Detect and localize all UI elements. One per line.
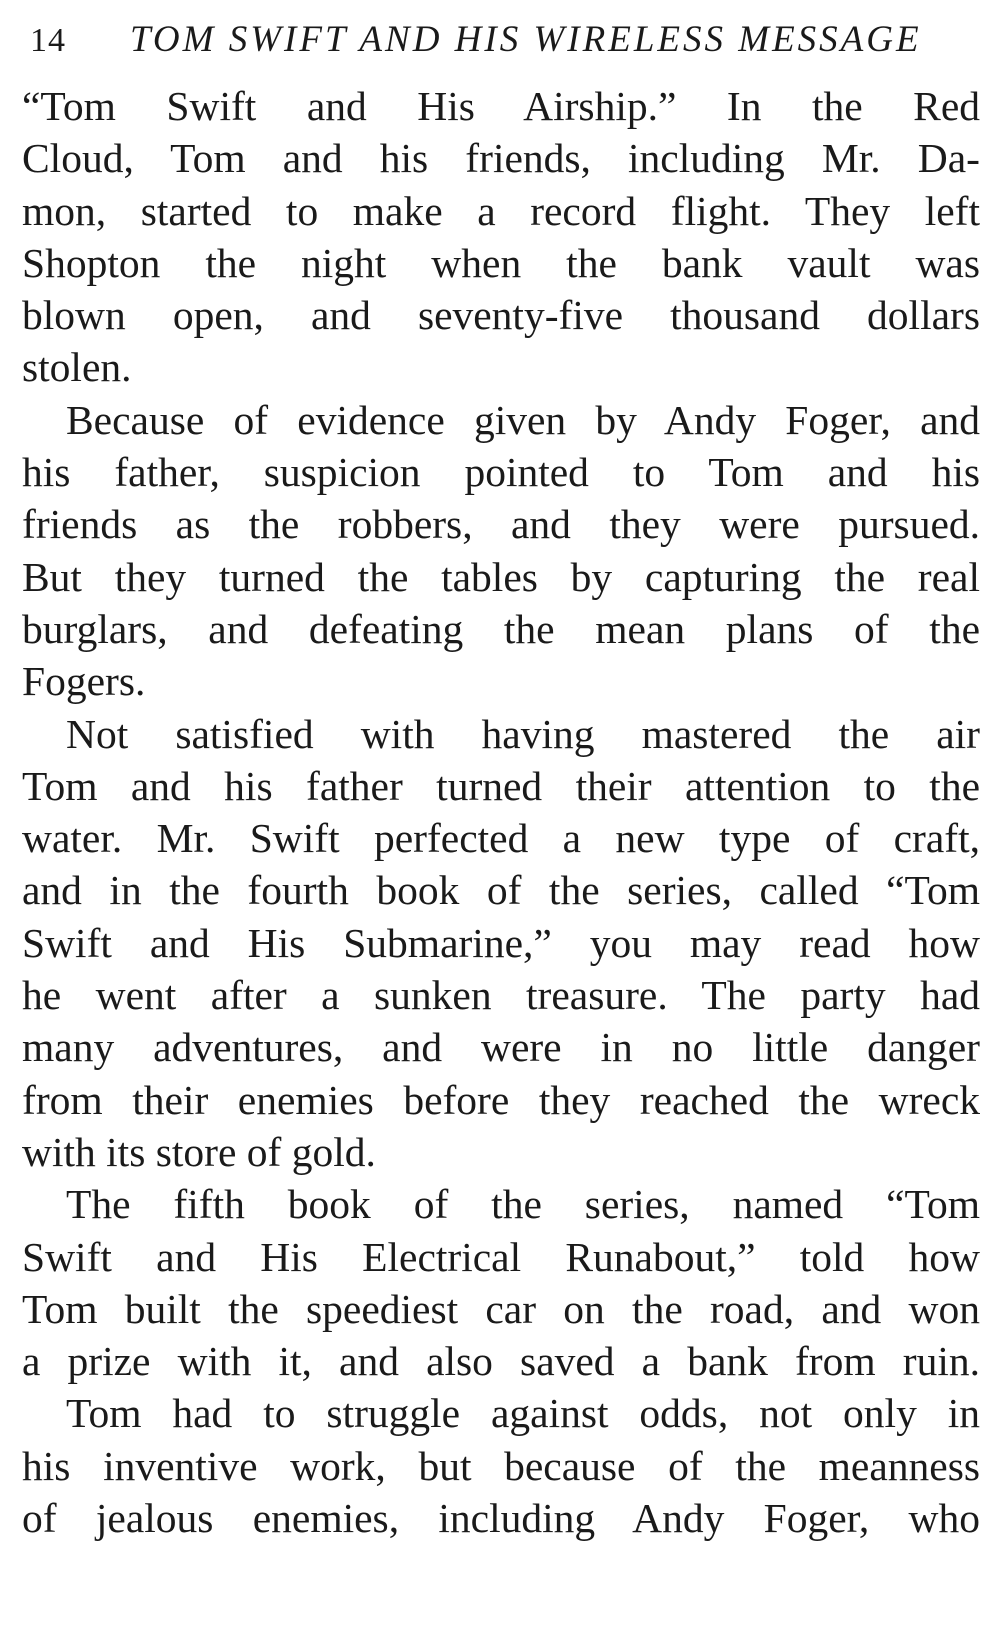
text-line: a prize with it, and also saved a bank from ruin. — [22, 1338, 980, 1385]
text-line: many adventures, and were in no little danger — [22, 1024, 980, 1071]
text-line: with its store of gold. — [22, 1128, 376, 1175]
running-title: TOM SWIFT AND HIS WIRELESS MESSAGE — [130, 19, 922, 60]
text-line: Tom had to struggle against odds, not only in — [66, 1390, 980, 1437]
text-line: “Tom Swift and His Airship.” In the Red — [22, 83, 980, 129]
text-line: of jealous enemies, including Andy Foger, who — [22, 1495, 980, 1542]
text-line: Swift and His Electrical Runabout,” told how — [22, 1233, 980, 1280]
text-line: blown open, and seventy-five thousand dollars — [22, 292, 980, 339]
page-number: 14 — [30, 22, 66, 59]
text-line: from their enemies before they reached the wreck — [22, 1076, 980, 1123]
text-line: Shopton the night when the bank vault was — [22, 239, 980, 286]
text-line: Because of evidence given by Andy Foger, and — [66, 396, 980, 443]
paragraph-4 — [22, 1178, 980, 1387]
text-line: stolen. — [22, 344, 132, 391]
text-line: water. Mr. Swift perfected a new type of craft, — [22, 815, 980, 862]
book-page — [22, 0, 980, 1544]
text-line: Tom built the speediest car on the road, and won — [22, 1285, 980, 1332]
text-line: burglars, and defeating the mean plans of the — [22, 605, 980, 652]
text-line: he went after a sunken treasure. The party had — [22, 972, 980, 1019]
text-line: mon, started to make a record flight. They left — [22, 187, 980, 234]
text-line: his inventive work, but because of the meanness — [22, 1442, 980, 1489]
text-line: his father, suspicion pointed to Tom and his — [22, 449, 980, 496]
text-line: and in the fourth book of the series, called “Tom — [22, 867, 980, 914]
paragraph-1 — [22, 80, 980, 394]
text-line: Not satisfied with having mastered the air — [66, 710, 980, 757]
paragraph-2 — [22, 394, 980, 708]
running-head — [22, 12, 980, 80]
paragraph-5 — [22, 1387, 980, 1544]
body-text — [22, 80, 980, 1544]
paragraph-3 — [22, 708, 980, 1179]
text-line: Cloud, Tom and his friends, including Mr. Da- — [22, 135, 980, 182]
text-line: The fifth book of the series, named “Tom — [66, 1181, 980, 1228]
text-line: friends as the robbers, and they were pursued. — [22, 501, 980, 548]
text-line: Swift and His Submarine,” you may read how — [22, 919, 980, 966]
text-line: Fogers. — [22, 658, 146, 705]
text-line: But they turned the tables by capturing the real — [22, 553, 980, 600]
text-line: Tom and his father turned their attention to the — [22, 762, 980, 809]
